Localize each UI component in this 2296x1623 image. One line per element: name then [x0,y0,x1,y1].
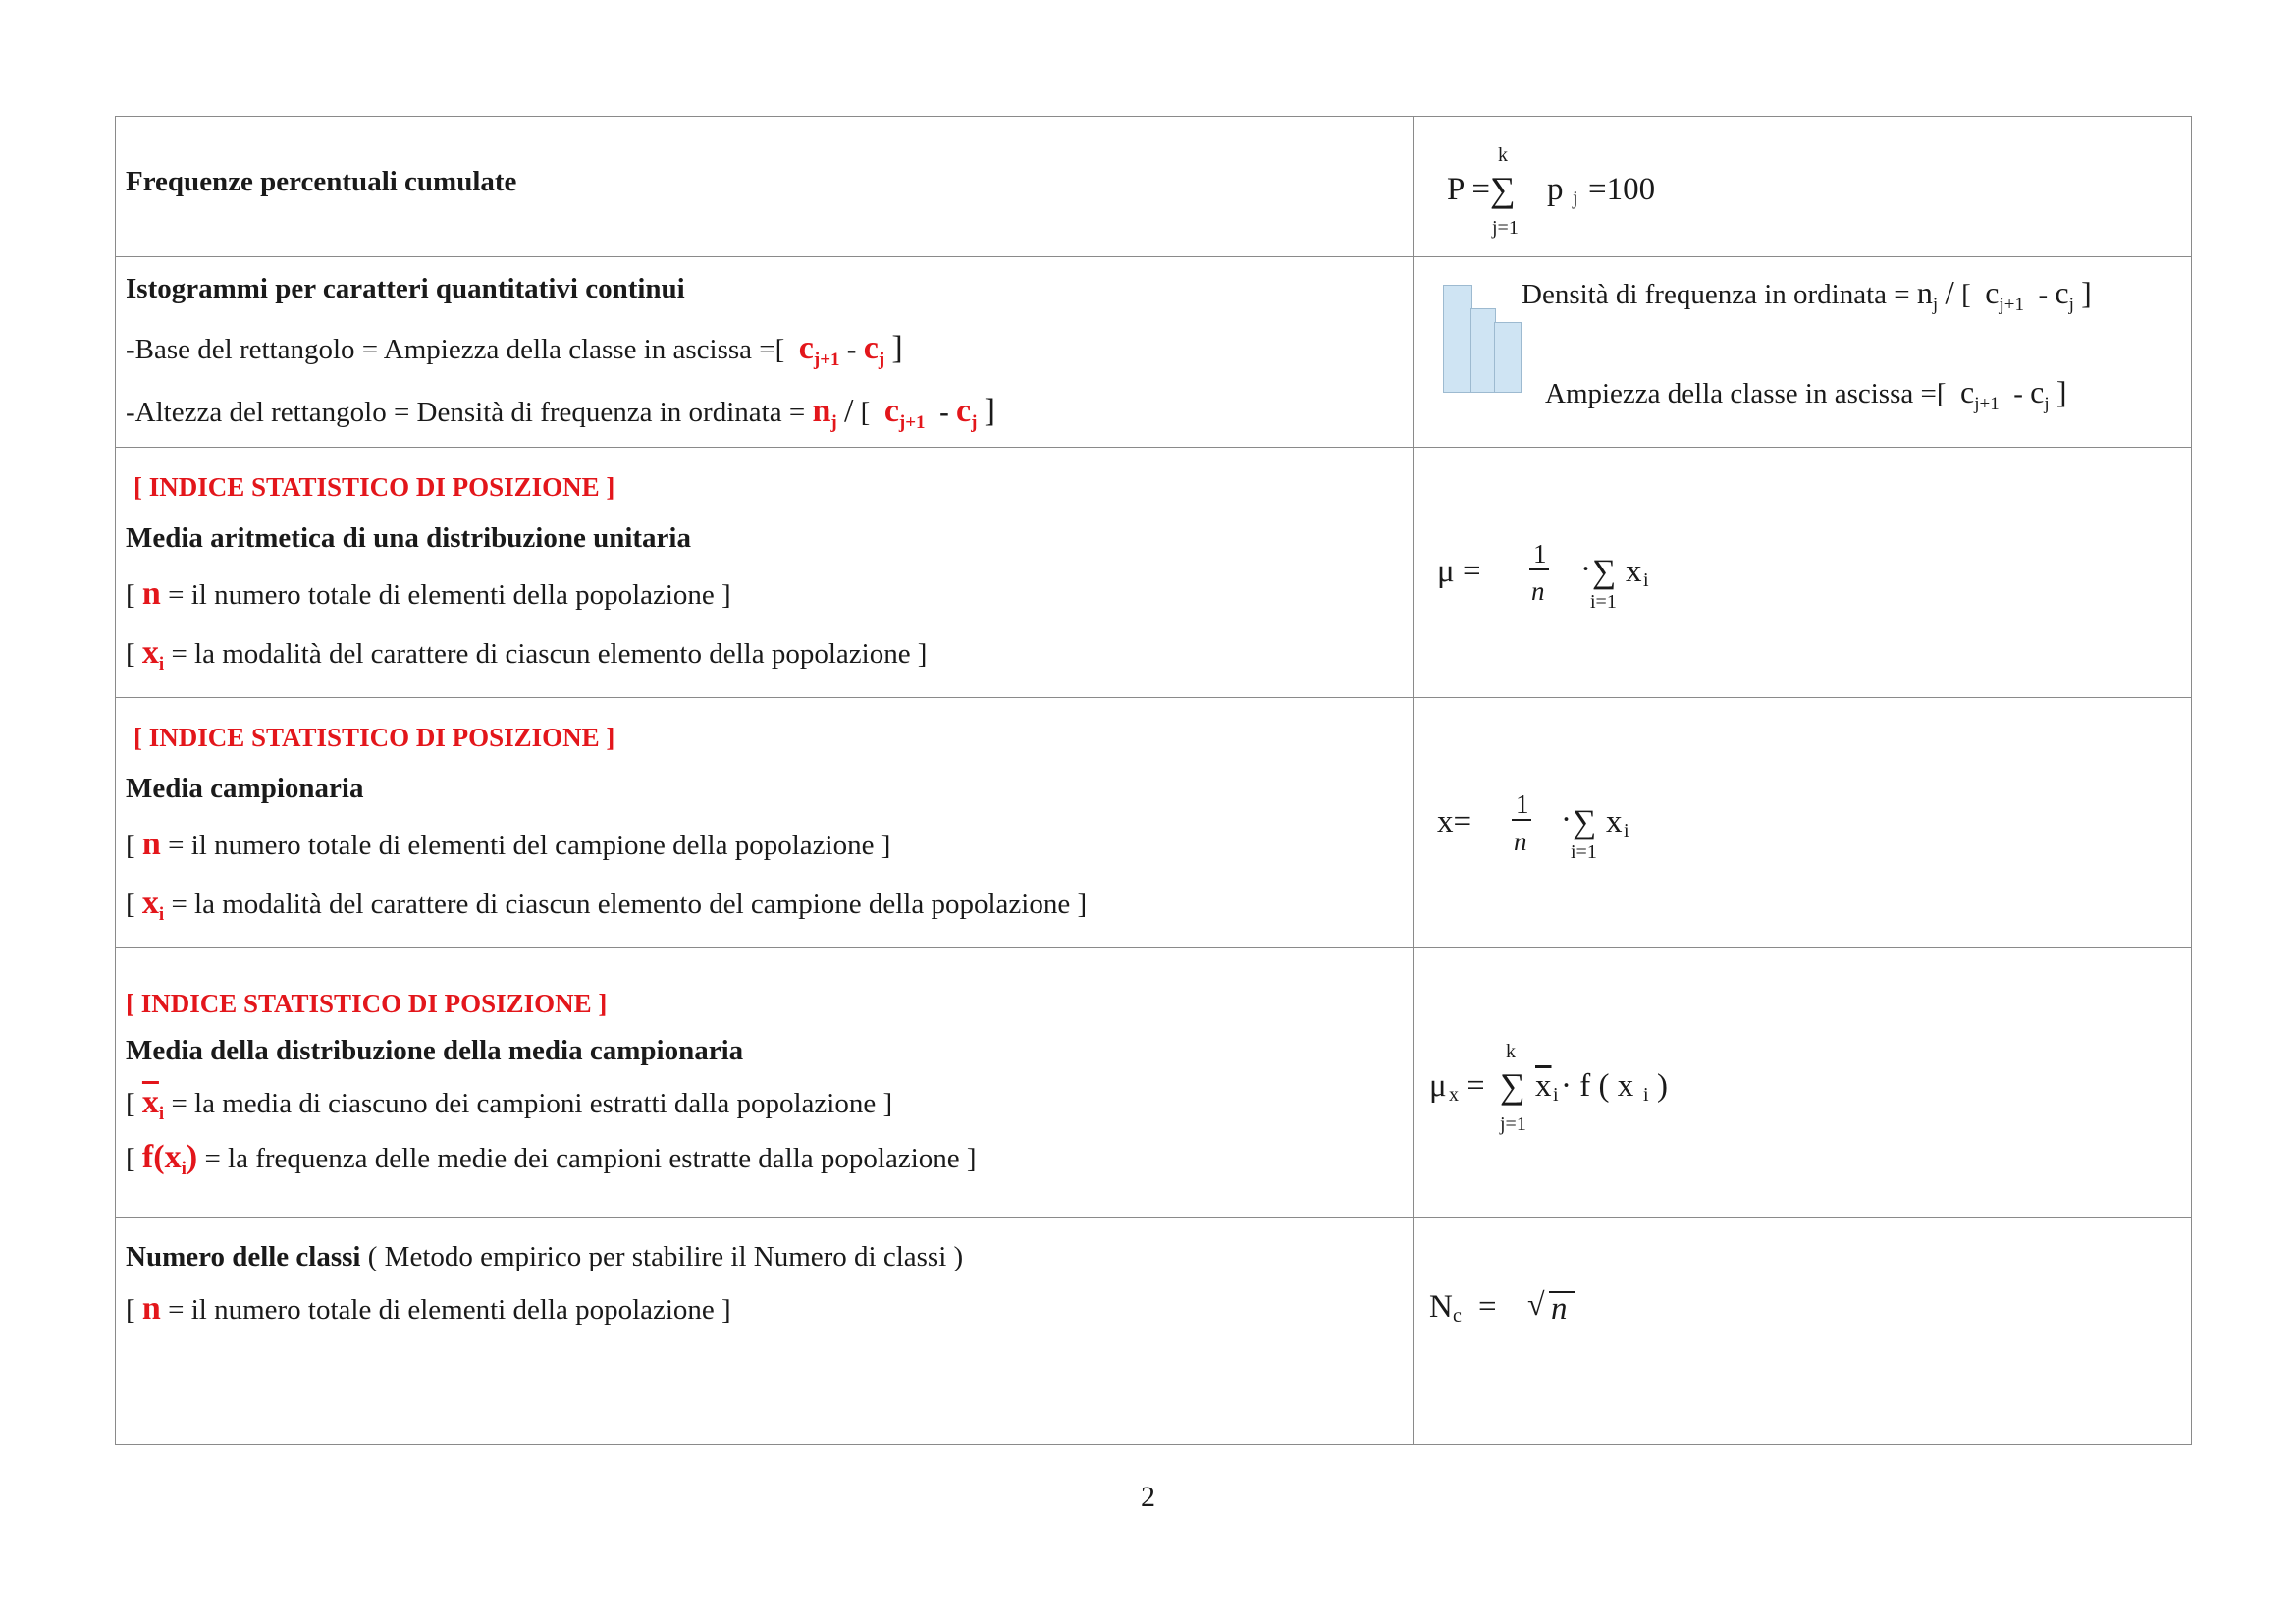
equals-sign: = [1478,1289,1497,1325]
row-histograms [116,257,2192,448]
var-n: n [141,825,161,862]
row6-formula [1414,1218,2192,1445]
var-x-bar: $\overline{x}$ [141,1083,159,1120]
row6-title-note: ( Metodo empirico per stabilire il Numero di classi ) [367,1241,964,1272]
def-n-text: = il numero totale di elementi della popolazione ] [168,1294,731,1326]
close-paren: ) [186,1138,198,1175]
slash: / [843,393,854,430]
formula-table [115,116,2192,1445]
formula-tail-close: ) [1657,1068,1668,1104]
row4-title: Media campionaria [126,772,364,804]
sum-lower-limit: j=1 [1492,217,1519,239]
histogram-bar-2 [1470,308,1496,393]
close-bracket: ] [2081,275,2092,310]
width-text: Ampiezza della classe in ascissa =[ [1545,378,1947,409]
close-bracket: ] [2056,374,2067,409]
row3-description [116,448,1414,698]
row3-formula [1414,448,2192,698]
sum-lower-limit: i=1 [1590,591,1617,613]
var-n: n [812,393,831,430]
position-index-tag: [ INDICE STATISTICO DI POSIZIONE ] [133,472,615,503]
histogram-bar-1 [1443,285,1472,393]
row2-height-line [126,389,1413,434]
def-n-text: = il numero totale di elementi del campione della popolazione ] [168,829,891,861]
row-sample-mean [116,698,2192,948]
root-symbol: √ [1527,1286,1545,1322]
dot-operator: · [1561,802,1572,838]
row2-dash: - [126,334,135,366]
formula-lhs: μ = [1437,554,1481,589]
formula-term-sub: i [1624,820,1629,841]
formula-term-sub: j [1573,188,1578,209]
formula-tail-sub: i [1643,1084,1649,1106]
row5-def-f: [ $f(x_i)$ = la frequenza delle medie dei campioni estratte dalla popolazione ] [126,1138,977,1179]
formula-lhs: N [1429,1289,1453,1325]
def-xbar-text: = la media di ciascuno dei campioni estratti dalla popolazione ] [171,1087,893,1119]
var-c: c [2055,275,2069,310]
var-c: c [883,393,899,430]
row2-formula [1414,257,2192,448]
slash: / [1945,275,1954,311]
close-bracket: ] [891,330,903,367]
sum-lower-limit: i=1 [1571,841,1597,863]
row5-title: Media della distribuzione della media campionaria [126,1034,744,1066]
row2-description [116,257,1414,448]
sum-upper-limit: k [1498,144,1508,166]
root-argument: n [1551,1291,1568,1326]
var-n: n [141,1290,161,1327]
density-label [1522,271,2092,316]
width-label [1545,371,2067,413]
formula-rhs: =100 [1588,172,1656,207]
minus-sign: - [2038,279,2049,310]
formula-lhs-sub: c [1453,1305,1462,1326]
formula-lhs-sub: x [1449,1084,1459,1106]
sum-lower-limit: j=1 [1500,1113,1526,1135]
fraction-denominator: n [1531,576,1545,606]
sub-j: j [878,350,885,371]
var-c: c [1985,275,2000,310]
position-index-tag: [ INDICE STATISTICO DI POSIZIONE ] [126,989,608,1019]
formula-tail: · f ( x [1561,1068,1634,1104]
fraction-bar [1512,819,1531,821]
row5-def-xbar: [ $\overline{x}_i$ = la media di ciascuno dei campioni estratti dalla popolazione ] [126,1083,893,1124]
var-c: c [863,330,879,367]
formula-term: x [1606,804,1623,839]
row3-def-x: [ $x_i$ = la modalità del carattere di ciascun elemento della popolazione ] [126,633,928,675]
formula-lhs: P = [1447,172,1490,207]
position-index-tag: [ INDICE STATISTICO DI POSIZIONE ] [133,723,615,753]
sub-j1: j+1 [1999,295,2024,315]
open-bracket: [ [1961,279,1971,310]
formula-term: p [1547,172,1564,207]
sub-i: i [158,1103,165,1124]
minus-sign: - [2013,378,2023,409]
fraction-numerator: 1 [1533,539,1547,568]
sub-i: i [181,1158,187,1179]
row1-description [116,117,1414,257]
sub-j: j [2068,295,2074,315]
equals-sign: = [1467,1068,1485,1104]
sub-j: j [971,412,978,434]
sum-symbol: ∑ [1490,170,1516,209]
fraction-denominator: n [1514,827,1527,856]
sum-symbol: ∑ [1500,1066,1525,1106]
row2-base-line [126,326,1413,371]
var-c: c [798,330,814,367]
row2-height-text: -Altezza del rettangolo = Densità di frequenza in ordinata = [126,397,806,429]
def-x-text: = la modalità del carattere di ciascun elemento della popolazione ] [171,637,928,670]
row3-def-n: [ n = il numero totale di elementi della popolazione ] [126,574,731,612]
sub-i: i [158,653,165,675]
fraction-numerator: 1 [1516,789,1529,819]
row-number-of-classes [116,1218,2192,1445]
sub-j: j [1932,295,1939,315]
var-n: n [141,574,161,612]
formula-term-sub: i [1643,569,1649,591]
row5-description [116,948,1414,1218]
sub-j1: j+1 [1974,394,2000,414]
formula-term: $\overline{x}$ [1535,1068,1552,1104]
row4-def-n: [ n = il numero totale di elementi del campione della popolazione ] [126,825,891,862]
row4-description [116,698,1414,948]
row3-title: Media aritmetica di una distribuzione unitaria [126,521,691,554]
row-arithmetic-mean [116,448,2192,698]
row2-base-text: Base del rettangolo = Ampiezza della classe in ascissa =[ [134,334,785,366]
row6-title-line [126,1238,1413,1276]
sum-upper-limit: k [1506,1041,1516,1062]
row4-def-x: [ $x_i$ = la modalità del carattere di ciascun elemento del campione della popolazione ] [126,884,1088,925]
row1-title: Frequenze percentuali cumulate [126,166,517,198]
sub-j: j [2044,394,2050,414]
dot-operator: · [1580,552,1591,587]
page-number: 2 [1141,1481,1155,1513]
fraction-bar [1529,568,1549,570]
var-c: c [2030,374,2045,409]
minus-sign: - [846,334,857,366]
sub-j1: j+1 [813,350,840,371]
minus-sign: - [939,397,949,429]
row-cumulative-frequencies [116,117,2192,257]
sub-i: i [158,903,165,925]
sub-j: j [830,412,837,434]
sub-j1: j+1 [898,412,926,434]
formula-term-sub: i [1553,1084,1559,1106]
row6-description [116,1218,1414,1445]
var-x: x [141,884,159,921]
var-x: x [141,633,159,671]
open-bracket: [ [860,397,871,429]
def-f-text: = la frequenza delle medie dei campioni estratte dalla popolazione ] [204,1142,977,1174]
var-f: f(x [141,1138,182,1175]
def-x-text: = la modalità del carattere di ciascun elemento del campione della popolazione ] [171,888,1088,920]
histogram-bar-3 [1494,322,1522,393]
density-text: Densità di frequenza in ordinata = [1522,279,1910,310]
var-n: n [1916,275,1933,310]
def-n-text: = il numero totale di elementi della popolazione ] [168,578,731,611]
row2-title: Istogrammi per caratteri quantitativi continui [126,273,685,305]
row5-formula [1414,948,2192,1218]
var-c: c [955,393,972,430]
row-sampling-distribution-mean [116,948,2192,1218]
close-bracket: ] [984,393,995,430]
row6-def-n: [ n = il numero totale di elementi della popolazione ] [126,1290,731,1327]
formula-lhs: x= [1437,804,1472,839]
var-c: c [1960,374,1975,409]
formula-term: x [1626,554,1642,589]
row1-formula [1414,117,2192,257]
row4-formula [1414,698,2192,948]
formula-lhs: μ [1429,1068,1447,1104]
row6-title: Numero delle classi [126,1241,361,1272]
sum-symbol: ∑ [1592,554,1617,590]
sum-symbol: ∑ [1573,804,1597,840]
